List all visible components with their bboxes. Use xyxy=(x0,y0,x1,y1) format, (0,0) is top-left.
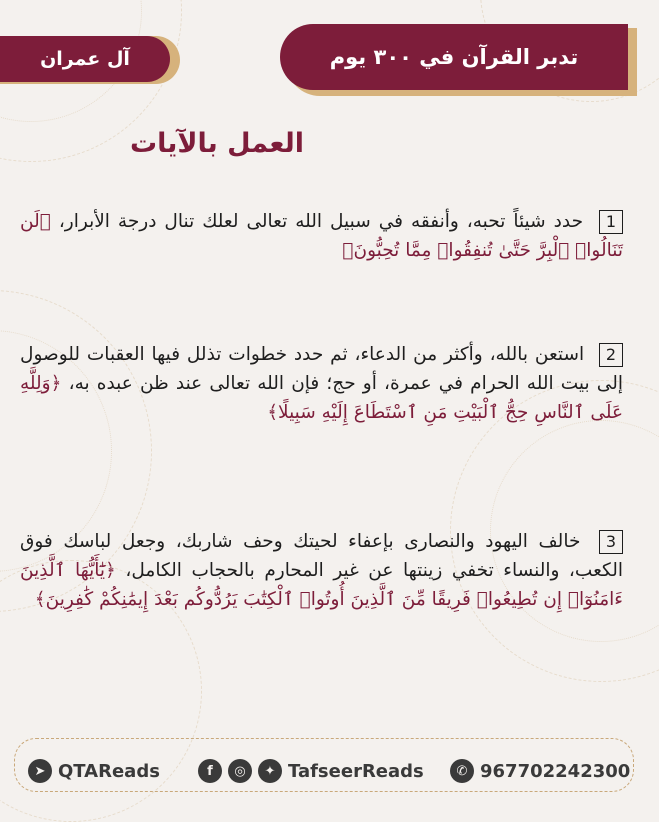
quran-verse: ﴿يَٰٓأَيُّهَا ٱلَّذِينَ ءَامَنُوٓا۟ إِن تُطِيعُوا۟ فَرِيقًا مِّنَ ٱلَّذِينَ أُوتُوا۟ ٱلْكِتَٰبَ يَرُدُّوكُم بَعْدَ إِيمَٰنِكُمْ كَٰفِرِينَ﴾ xyxy=(20,560,623,610)
quran-verse: ﴿لَن تَنَالُوا۟ ٱلْبِرَّ حَتَّىٰ تُنفِقُوا۟ مِمَّا تُحِبُّونَ﴾ xyxy=(20,211,623,261)
telegram-link[interactable] xyxy=(28,759,160,783)
whatsapp-link[interactable] xyxy=(450,759,630,783)
social-handle: TafseerReads xyxy=(288,760,424,782)
item-number: 1 xyxy=(599,210,623,234)
banner-title: تدبر القرآن في ٣٠٠ يوم xyxy=(329,45,579,69)
surah-badge xyxy=(0,36,170,82)
item-number: 2 xyxy=(599,343,623,367)
item-number: 3 xyxy=(599,530,623,554)
social-links[interactable] xyxy=(198,759,424,783)
telegram-handle: QTAReads xyxy=(58,760,160,782)
twitter-icon[interactable]: ✦ xyxy=(258,759,282,783)
action-item-1 xyxy=(20,207,623,265)
title-banner xyxy=(280,24,628,90)
whatsapp-icon: ✆ xyxy=(450,759,474,783)
whatsapp-number: 967702242300 xyxy=(480,760,631,782)
quran-verse: ﴿وَلِلَّهِ عَلَى ٱلنَّاسِ حِجُّ ٱلْبَيْتِ مَنِ ٱسْتَطَاعَ إِلَيْهِ سَبِيلًا﴾ xyxy=(20,373,623,423)
item-text: استعن بالله، وأكثر من الدعاء، ثم حدد خطوات تذلل فيها العقبات للوصول إلى بيت الله الحرام في عمرة، أو حج؛ فإن الله تعالى عند ظن عبده به، xyxy=(20,344,623,394)
action-item-2 xyxy=(20,340,623,427)
item-text: حدد شيئاً تحبه، وأنفقه في سبيل الله تعالى لعلك تنال درجة الأبرار، xyxy=(58,211,584,232)
instagram-icon[interactable]: ◎ xyxy=(228,759,252,783)
telegram-icon: ➤ xyxy=(28,759,52,783)
action-item-3 xyxy=(20,527,623,614)
item-text: خالف اليهود والنصارى بإعفاء لحيتك وحف شاربك، وجعل لباسك فوق الكعب، والنساء تخفي زينتها عن غير المحارم بالحجاب الكامل، xyxy=(20,531,623,581)
facebook-icon[interactable]: f xyxy=(198,759,222,783)
surah-name: آل عمران xyxy=(40,48,130,70)
section-title: العمل بالآيات xyxy=(129,128,304,159)
